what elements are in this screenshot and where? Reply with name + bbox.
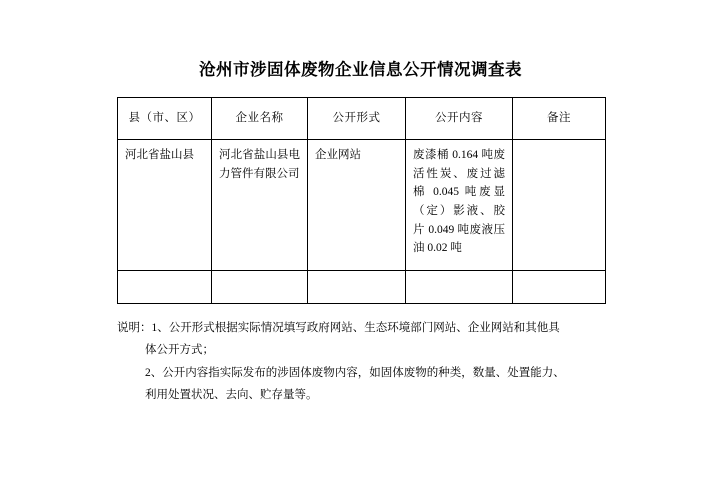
cell-enterprise-text: 河北省盐山县电力管件有限公司 <box>219 149 300 180</box>
cell-remark-empty <box>513 271 606 304</box>
cell-form-empty <box>308 271 406 304</box>
table-header-county: 县（市、区） <box>118 98 212 140</box>
note-line-2: 体公开方式； <box>145 344 214 357</box>
survey-table <box>117 97 606 304</box>
note-line-1: 说明：1、公开形式根据实际情况填写政府网站、生态环境部门网站、企业网站和其他具 <box>117 322 560 334</box>
table-row <box>118 140 606 271</box>
cell-content-text: 废漆桶 0.164 吨废活性炭、废过滤 棉 0.045 吨废显（定）影液、胶 片 0.049 吨废液压油 0.02 吨 <box>413 149 505 255</box>
cell-county-text: 河北省盐山县 <box>125 149 194 161</box>
table-header-remark: 备注 <box>513 98 606 140</box>
table-header-form: 公开形式 <box>308 98 406 140</box>
cell-county-empty <box>118 271 212 304</box>
cell-enterprise <box>212 140 308 271</box>
notes-block <box>117 317 617 407</box>
table-header-enterprise: 企业名称 <box>212 98 308 140</box>
table-header-row <box>118 98 606 140</box>
cell-content-empty <box>406 271 513 304</box>
note-line-4: 利用处置状况、去向、贮存量等。 <box>145 389 318 402</box>
cell-remark <box>513 140 606 271</box>
table-row <box>118 271 606 304</box>
page-title: 沧州市涉固体废物企业信息公开情况调查表 <box>199 60 522 79</box>
cell-county <box>118 140 212 271</box>
table-header-content: 公开内容 <box>406 98 513 140</box>
note-line-3: 2、公开内容指实际发布的涉固体废物内容，如固体废物的种类，数量、处置能力、 <box>145 366 565 379</box>
cell-enterprise-empty <box>212 271 308 304</box>
cell-form <box>308 140 406 271</box>
cell-content <box>406 140 513 271</box>
cell-form-text: 企业网站 <box>315 149 361 161</box>
